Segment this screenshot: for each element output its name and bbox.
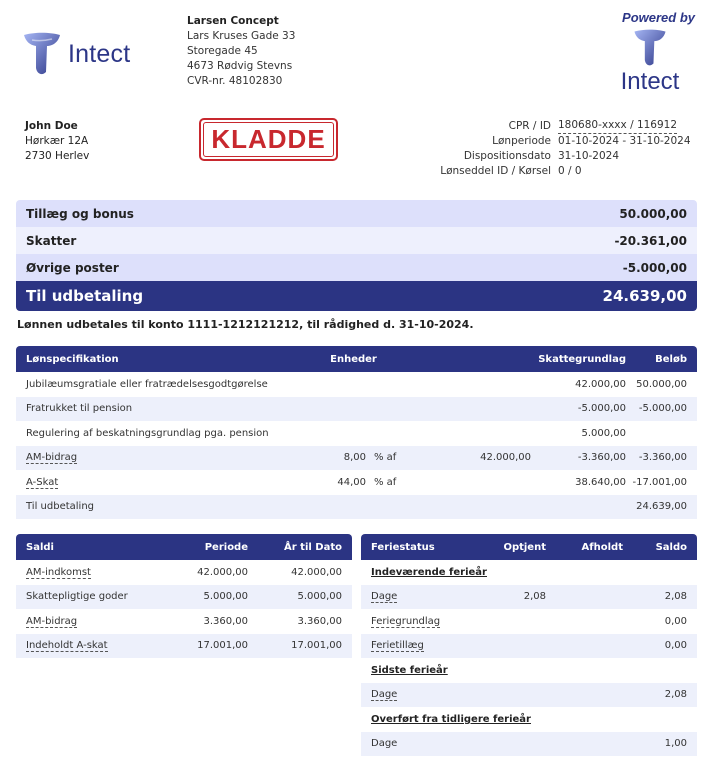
row-name-link[interactable]: Feriegrundlag — [371, 615, 441, 627]
pay-specification-table — [16, 346, 697, 519]
powered-by — [605, 10, 695, 96]
row-ytd: 3.360,00 — [297, 615, 342, 627]
row-name-link[interactable]: Dage — [371, 591, 398, 603]
meta-value: 31-10-2024 — [558, 150, 620, 162]
row-rate — [426, 470, 531, 495]
col-header-name: Feriestatus — [361, 534, 491, 560]
row-amount: -17.001,00 — [632, 476, 687, 488]
row-unit: % af — [374, 476, 397, 488]
summary-total — [16, 281, 697, 311]
row-amount: 50.000,00 — [636, 378, 687, 390]
meta-label: CPR / ID — [508, 120, 551, 132]
powered-by-brand: Intect — [620, 68, 680, 95]
meta-value: 01-10-2024 - 31-10-2024 — [558, 135, 691, 147]
balances-table — [16, 534, 352, 658]
row-rate — [426, 495, 531, 520]
row-qty: 44,00 — [337, 476, 366, 488]
meta-value: 0 / 0 — [558, 165, 582, 177]
table-row — [16, 609, 352, 634]
intect-logo-icon — [22, 32, 62, 76]
company-name: Larsen Concept — [187, 15, 279, 27]
table-row — [16, 634, 352, 659]
row-period: 3.360,00 — [203, 615, 248, 627]
payslip-meta — [430, 119, 691, 179]
row-unit — [366, 397, 426, 422]
meta-label: Lønseddel ID / Kørsel — [440, 165, 551, 177]
summary-row-bonus — [16, 200, 697, 227]
table-header-row — [361, 534, 697, 560]
summary-row-other — [16, 254, 697, 281]
summary-amount: -20.361,00 — [614, 233, 687, 248]
company-block — [187, 14, 295, 89]
row-taken — [546, 683, 623, 708]
row-ytd: 5.000,00 — [248, 585, 352, 610]
row-desc-link[interactable]: AM-bidrag — [26, 452, 78, 464]
row-balance: 0,00 — [623, 634, 697, 659]
meta-label: Dispositionsdato — [463, 150, 551, 162]
row-qty — [281, 397, 366, 422]
summary-box — [16, 200, 697, 311]
table-header-row — [16, 346, 697, 372]
table-subheader-row — [361, 560, 697, 585]
row-name-link[interactable]: AM-bidrag — [26, 615, 78, 627]
row-qty: 8,00 — [281, 446, 366, 471]
col-header-units: Enheder — [281, 346, 426, 372]
table-row — [16, 372, 697, 397]
powered-by-logo-icon — [632, 29, 668, 67]
col-header-ytd: År til Dato — [248, 534, 352, 560]
row-taken — [546, 585, 623, 610]
row-ytd: 17.001,00 — [248, 634, 352, 659]
total-label: Til udbetaling — [26, 287, 144, 305]
row-unit: % af — [366, 446, 426, 471]
table-row — [361, 585, 697, 610]
row-desc: Fratrukket til pension — [16, 397, 281, 422]
draft-stamp — [199, 118, 338, 161]
row-qty — [281, 372, 366, 397]
row-period: 5.000,00 — [156, 585, 248, 610]
table-subheader-row — [361, 658, 697, 683]
row-taken — [546, 634, 623, 659]
holiday-status-table — [361, 534, 697, 756]
row-name: Skattepligtige goder — [16, 585, 156, 610]
row-ytd: 42.000,00 — [291, 566, 342, 578]
row-unit — [366, 372, 426, 397]
row-balance: 2,08 — [623, 585, 697, 610]
row-desc-link[interactable]: A-Skat — [26, 476, 59, 488]
row-period: 17.001,00 — [156, 634, 248, 659]
table-row — [16, 585, 352, 610]
row-rate — [426, 421, 531, 446]
table-row — [16, 560, 352, 585]
row-earned — [491, 609, 546, 634]
row-desc: Til udbetaling — [16, 495, 281, 520]
row-rate: 42.000,00 — [426, 446, 531, 471]
table-row — [16, 397, 697, 422]
table-header-row — [16, 534, 352, 560]
row-base — [531, 495, 626, 520]
meta-row-disposition — [430, 149, 691, 164]
row-base: 38.640,00 — [575, 476, 626, 488]
table-row — [361, 634, 697, 659]
row-base: -3.360,00 — [531, 446, 626, 471]
row-balance: 1,00 — [623, 732, 697, 757]
row-name-link[interactable]: Ferietillæg — [371, 640, 424, 652]
row-base: 42.000,00 — [575, 378, 626, 390]
employee-address-2: 2730 Herlev — [25, 150, 90, 162]
section-current-year: Indeværende ferieår — [371, 566, 487, 578]
row-rate — [426, 397, 531, 422]
summary-label: Tillæg og bonus — [26, 206, 134, 221]
row-rate — [426, 372, 531, 397]
company-cvr: CVR-nr. 48102830 — [187, 75, 283, 87]
row-balance: 0,00 — [623, 609, 697, 634]
row-amount — [626, 421, 697, 446]
table-row — [361, 732, 697, 757]
row-unit — [366, 421, 426, 446]
row-amount: -5.000,00 — [626, 397, 697, 422]
row-base: 5.000,00 — [581, 427, 626, 439]
table-row — [361, 609, 697, 634]
col-header-period: Periode — [156, 534, 248, 560]
table-row — [16, 495, 697, 520]
row-earned — [491, 683, 546, 708]
intect-logo — [22, 30, 167, 78]
row-unit — [366, 495, 426, 520]
col-header-name: Saldi — [16, 534, 156, 560]
table-subheader-row — [361, 707, 697, 732]
row-desc: Regulering af beskatningsgrundlag pga. pension — [26, 427, 269, 439]
row-qty — [281, 421, 366, 446]
powered-by-label: Powered by — [622, 10, 695, 25]
row-taken — [546, 609, 623, 634]
total-amount: 24.639,00 — [602, 287, 687, 305]
meta-row-payslip-id — [430, 164, 691, 179]
row-earned — [491, 634, 546, 659]
summary-amount: 50.000,00 — [619, 206, 687, 221]
row-qty — [281, 495, 366, 520]
row-earned: 2,08 — [491, 585, 546, 610]
employee-block — [25, 119, 89, 164]
row-amount: 24.639,00 — [626, 495, 697, 520]
meta-label: Lønperiode — [492, 135, 551, 147]
employee-name: John Doe — [25, 120, 78, 132]
table-row — [16, 446, 697, 471]
row-earned — [491, 732, 546, 757]
row-name-link[interactable]: Indeholdt A-skat — [26, 640, 108, 652]
row-amount: -3.360,00 — [626, 446, 697, 471]
logo-wordmark: Intect — [68, 39, 131, 68]
meta-value[interactable]: 180680-xxxx / 116912 — [558, 119, 677, 134]
col-header-desc: Lønspecifikation — [16, 346, 281, 372]
section-last-year: Sidste ferieår — [371, 664, 448, 676]
col-header-taken: Afholdt — [546, 534, 623, 560]
company-address-2: Storegade 45 — [187, 45, 258, 57]
meta-row-cpr — [430, 119, 691, 134]
row-name: Dage — [361, 732, 491, 757]
row-base: -5.000,00 — [531, 397, 626, 422]
row-name-link[interactable]: AM-indkomst — [26, 566, 91, 578]
row-name-link[interactable]: Dage — [371, 689, 398, 701]
table-row — [16, 421, 697, 446]
row-desc: Jubilæumsgratiale eller fratrædelsesgodtgørelse — [26, 378, 268, 390]
employee-address-1: Hørkær 12A — [25, 135, 89, 147]
col-header-balance: Saldo — [623, 534, 697, 560]
meta-row-period — [430, 134, 691, 149]
draft-stamp-text: KLADDE — [211, 124, 326, 154]
row-period: 42.000,00 — [197, 566, 248, 578]
payment-note: Lønnen udbetales til konto 1111-1212121212, til rådighed d. 31-10-2024. — [17, 318, 474, 331]
table-row — [361, 683, 697, 708]
col-header-base: Skattegrundlag — [531, 346, 626, 372]
summary-amount: -5.000,00 — [622, 260, 687, 275]
col-header-amount: Beløb — [626, 346, 697, 372]
summary-row-taxes — [16, 227, 697, 254]
summary-label: Skatter — [26, 233, 77, 248]
table-row — [16, 470, 697, 495]
company-address-3: 4673 Rødvig Stevns — [187, 60, 293, 72]
row-balance: 2,08 — [623, 683, 697, 708]
col-header-earned: Optjent — [491, 534, 546, 560]
summary-label: Øvrige poster — [26, 260, 119, 275]
company-address-1: Lars Kruses Gade 33 — [187, 30, 296, 42]
row-taken — [546, 732, 623, 757]
section-transferred: Overført fra tidligere ferieår — [371, 713, 531, 725]
